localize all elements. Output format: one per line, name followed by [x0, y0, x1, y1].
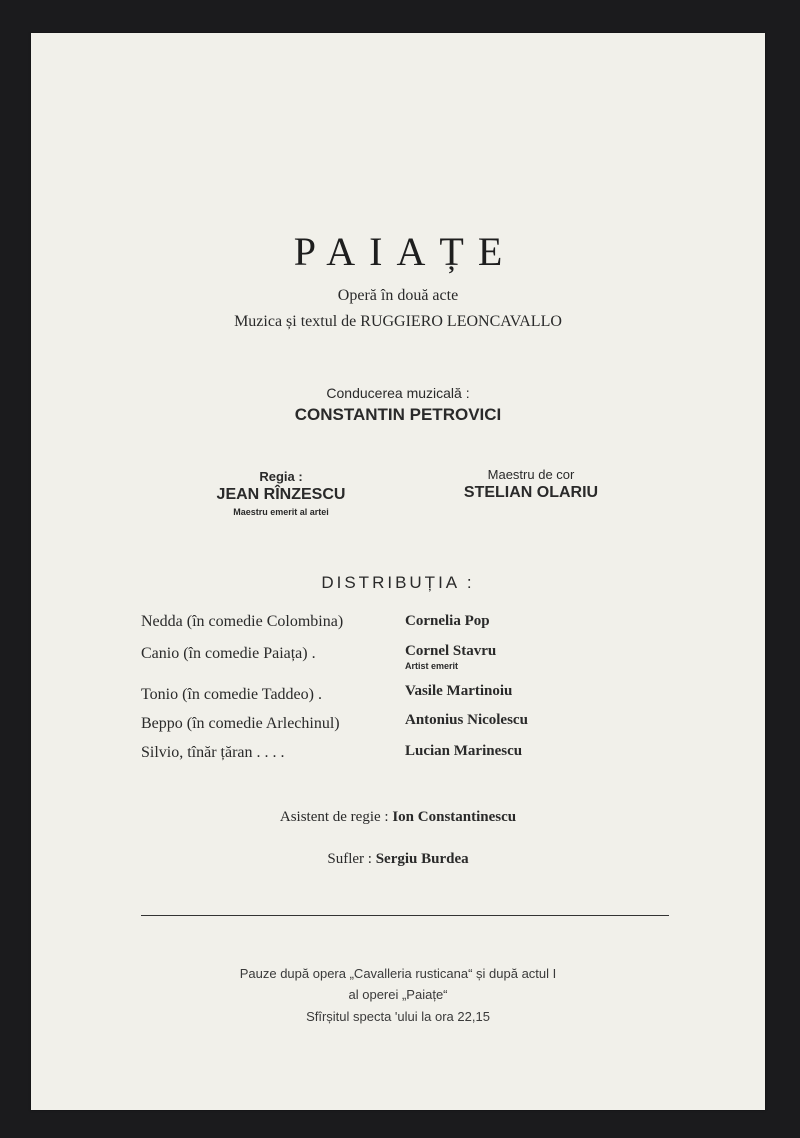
cast-actor: Lucian Marinescu	[405, 743, 523, 759]
cast-role: Silvio, tînăr țăran . . . .	[141, 744, 285, 761]
prompter-line	[31, 851, 765, 868]
cast-role: Beppo (în comedie Arlechinul)	[141, 715, 340, 732]
assistant-name: Ion Constantinescu	[392, 809, 517, 825]
chorus-credit	[431, 467, 631, 502]
program-sheet	[31, 33, 765, 1110]
footer-line-2: al operei „Paiațe“	[348, 987, 448, 1002]
assistant-director-line	[31, 809, 765, 826]
conductor-name: CONSTANTIN PETROVICI	[294, 405, 502, 424]
opera-subtitle: Operă în două acte	[337, 287, 459, 304]
opera-title: PAIAȚE	[293, 229, 517, 274]
director-note: Maestru emerit al artei	[233, 507, 329, 517]
director-name: JEAN RÎNZESCU	[216, 486, 346, 503]
divider	[141, 915, 669, 916]
cast-role: Nedda (în comedie Colombina)	[141, 613, 344, 630]
prompter-label: Sufler :	[327, 851, 372, 867]
footer-line-1: Pauze după opera „Cavalleria rusticana“ și după actul I	[239, 966, 557, 981]
conductor-label: Conducerea muzicală :	[326, 385, 470, 401]
cast-note: Artist emerit	[405, 661, 459, 671]
director-label: Regia :	[259, 469, 303, 484]
cast-heading: DISTRIBUȚIA :	[321, 573, 475, 592]
cast-actor: Antonius Nicolescu	[405, 712, 528, 728]
cast-actor: Cornel Stavru	[405, 643, 497, 659]
composer-line: Muzica și textul de RUGGIERO LEONCAVALLO	[234, 313, 562, 330]
cast-role: Tonio (în comedie Taddeo) .	[141, 686, 322, 703]
chorus-label: Maestru de cor	[487, 467, 575, 482]
director-credit	[191, 469, 371, 517]
prompter-name: Sergiu Burdea	[375, 851, 469, 867]
chorus-name: STELIAN OLARIU	[463, 484, 599, 501]
cast-actor: Cornelia Pop	[405, 613, 490, 629]
footer-line-3: Sfîrșitul specta 'ului la ora 22,15	[306, 1009, 490, 1024]
assistant-label: Asistent de regie :	[279, 809, 389, 825]
cast-actor: Vasile Martinoiu	[405, 683, 513, 699]
cast-role: Canio (în comedie Paiața) .	[141, 645, 316, 662]
